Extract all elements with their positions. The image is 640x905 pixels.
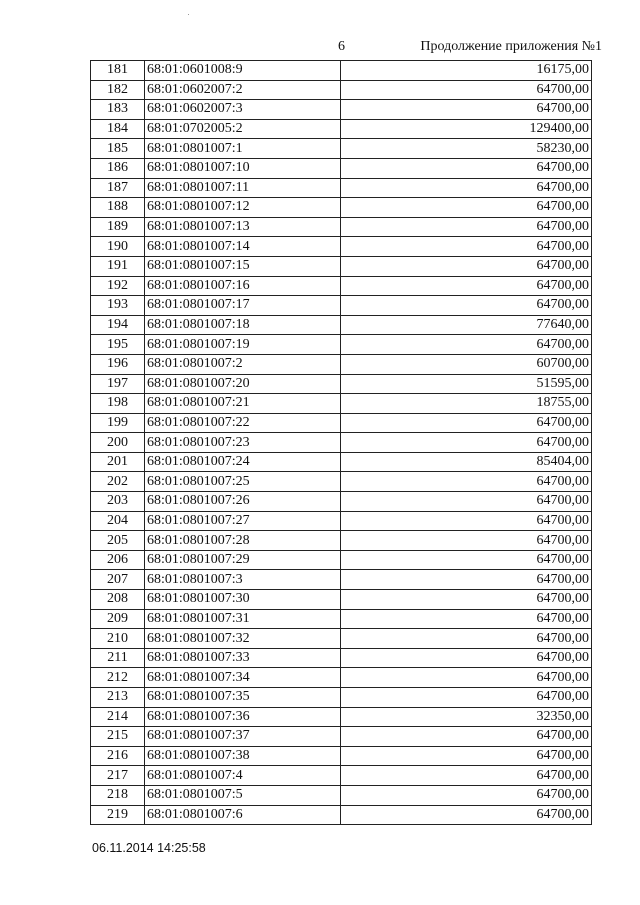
value-cell: 64700,00 — [341, 256, 592, 276]
table-row — [91, 296, 592, 316]
row-number-cell: 210 — [91, 629, 145, 649]
row-number-cell: 204 — [91, 511, 145, 531]
row-number-cell: 188 — [91, 198, 145, 218]
row-number-cell: 208 — [91, 590, 145, 610]
cadastral-number-cell: 68:01:0801007:1 — [145, 139, 341, 159]
value-cell: 64700,00 — [341, 158, 592, 178]
value-cell: 64700,00 — [341, 335, 592, 355]
value-cell: 64700,00 — [341, 237, 592, 257]
table-row — [91, 178, 592, 198]
print-timestamp: 06.11.2014 14:25:58 — [92, 841, 206, 855]
value-cell: 32350,00 — [341, 707, 592, 727]
table-row — [91, 335, 592, 355]
value-cell: 16175,00 — [341, 61, 592, 81]
row-number-cell: 195 — [91, 335, 145, 355]
cadastral-number-cell: 68:01:0801007:23 — [145, 433, 341, 453]
row-number-cell: 217 — [91, 766, 145, 786]
cadastral-number-cell: 68:01:0801007:37 — [145, 727, 341, 747]
value-cell: 64700,00 — [341, 629, 592, 649]
table-row — [91, 413, 592, 433]
value-cell: 64700,00 — [341, 100, 592, 120]
value-cell: 64700,00 — [341, 198, 592, 218]
table-row — [91, 217, 592, 237]
cadastral-number-cell: 68:01:0801007:32 — [145, 629, 341, 649]
row-number-cell: 182 — [91, 80, 145, 100]
value-cell: 85404,00 — [341, 452, 592, 472]
scan-speck — [188, 14, 189, 15]
row-number-cell: 211 — [91, 648, 145, 668]
value-cell: 64700,00 — [341, 433, 592, 453]
cadastral-number-cell: 68:01:0801007:22 — [145, 413, 341, 433]
table-row — [91, 785, 592, 805]
row-number-cell: 194 — [91, 315, 145, 335]
row-number-cell: 186 — [91, 158, 145, 178]
value-cell: 64700,00 — [341, 590, 592, 610]
cadastral-number-cell: 68:01:0801007:29 — [145, 550, 341, 570]
value-cell: 18755,00 — [341, 394, 592, 414]
value-cell: 64700,00 — [341, 609, 592, 629]
cadastral-number-cell: 68:01:0801007:25 — [145, 472, 341, 492]
table-row — [91, 315, 592, 335]
value-cell: 64700,00 — [341, 550, 592, 570]
table-row — [91, 492, 592, 512]
row-number-cell: 191 — [91, 256, 145, 276]
cadastral-number-cell: 68:01:0801007:21 — [145, 394, 341, 414]
table-row — [91, 80, 592, 100]
row-number-cell: 201 — [91, 452, 145, 472]
table-row — [91, 688, 592, 708]
cadastral-number-cell: 68:01:0801007:18 — [145, 315, 341, 335]
cadastral-number-cell: 68:01:0601008:9 — [145, 61, 341, 81]
table-row — [91, 570, 592, 590]
value-cell: 64700,00 — [341, 531, 592, 551]
cadastral-number-cell: 68:01:0801007:5 — [145, 785, 341, 805]
cadastral-number-cell: 68:01:0801007:28 — [145, 531, 341, 551]
table-row — [91, 766, 592, 786]
cadastral-number-cell: 68:01:0801007:3 — [145, 570, 341, 590]
row-number-cell: 199 — [91, 413, 145, 433]
value-cell: 64700,00 — [341, 766, 592, 786]
cadastral-number-cell: 68:01:0801007:26 — [145, 492, 341, 512]
cadastral-number-cell: 68:01:0801007:33 — [145, 648, 341, 668]
value-cell: 64700,00 — [341, 296, 592, 316]
cadastral-number-cell: 68:01:0801007:27 — [145, 511, 341, 531]
cadastral-number-cell: 68:01:0801007:14 — [145, 237, 341, 257]
row-number-cell: 215 — [91, 727, 145, 747]
table-row — [91, 256, 592, 276]
value-cell: 64700,00 — [341, 472, 592, 492]
page-number: 6 — [338, 39, 345, 54]
value-cell: 64700,00 — [341, 178, 592, 198]
row-number-cell: 200 — [91, 433, 145, 453]
value-cell: 64700,00 — [341, 80, 592, 100]
value-cell: 64700,00 — [341, 746, 592, 766]
value-cell: 64700,00 — [341, 492, 592, 512]
value-cell: 64700,00 — [341, 217, 592, 237]
row-number-cell: 193 — [91, 296, 145, 316]
table-row — [91, 374, 592, 394]
table-row — [91, 394, 592, 414]
row-number-cell: 212 — [91, 668, 145, 688]
row-number-cell: 187 — [91, 178, 145, 198]
row-number-cell: 192 — [91, 276, 145, 296]
row-number-cell: 189 — [91, 217, 145, 237]
cadastral-number-cell: 68:01:0801007:30 — [145, 590, 341, 610]
cadastral-number-cell: 68:01:0801007:20 — [145, 374, 341, 394]
row-number-cell: 190 — [91, 237, 145, 257]
value-cell: 64700,00 — [341, 413, 592, 433]
table-row — [91, 629, 592, 649]
row-number-cell: 216 — [91, 746, 145, 766]
row-number-cell: 206 — [91, 550, 145, 570]
value-cell: 58230,00 — [341, 139, 592, 159]
row-number-cell: 214 — [91, 707, 145, 727]
cadastral-number-cell: 68:01:0801007:17 — [145, 296, 341, 316]
row-number-cell: 202 — [91, 472, 145, 492]
table-row — [91, 727, 592, 747]
cadastral-number-cell: 68:01:0801007:12 — [145, 198, 341, 218]
value-cell: 64700,00 — [341, 805, 592, 825]
table-row — [91, 139, 592, 159]
table-row — [91, 531, 592, 551]
table-row — [91, 158, 592, 178]
value-cell: 64700,00 — [341, 648, 592, 668]
table-row — [91, 511, 592, 531]
row-number-cell: 219 — [91, 805, 145, 825]
table-row — [91, 354, 592, 374]
cadastral-number-cell: 68:01:0602007:3 — [145, 100, 341, 120]
table-row — [91, 550, 592, 570]
cadastral-number-cell: 68:01:0801007:2 — [145, 354, 341, 374]
cadastral-number-cell: 68:01:0801007:31 — [145, 609, 341, 629]
value-cell: 64700,00 — [341, 570, 592, 590]
value-cell: 77640,00 — [341, 315, 592, 335]
table-row — [91, 452, 592, 472]
cadastral-number-cell: 68:01:0702005:2 — [145, 119, 341, 139]
table-row — [91, 276, 592, 296]
table-row — [91, 61, 592, 81]
value-cell: 64700,00 — [341, 727, 592, 747]
cadastral-number-cell: 68:01:0801007:19 — [145, 335, 341, 355]
table-row — [91, 746, 592, 766]
row-number-cell: 218 — [91, 785, 145, 805]
value-cell: 64700,00 — [341, 668, 592, 688]
row-number-cell: 209 — [91, 609, 145, 629]
value-cell: 64700,00 — [341, 511, 592, 531]
cadastral-number-cell: 68:01:0801007:10 — [145, 158, 341, 178]
cadastral-number-cell: 68:01:0801007:15 — [145, 256, 341, 276]
cadastral-number-cell: 68:01:0602007:2 — [145, 80, 341, 100]
table-row — [91, 590, 592, 610]
cadastral-number-cell: 68:01:0801007:13 — [145, 217, 341, 237]
table-row — [91, 198, 592, 218]
table-row — [91, 119, 592, 139]
row-number-cell: 197 — [91, 374, 145, 394]
cadastral-number-cell: 68:01:0801007:11 — [145, 178, 341, 198]
table-row — [91, 472, 592, 492]
row-number-cell: 185 — [91, 139, 145, 159]
value-cell: 64700,00 — [341, 276, 592, 296]
cadastral-number-cell: 68:01:0801007:6 — [145, 805, 341, 825]
cadastral-number-cell: 68:01:0801007:16 — [145, 276, 341, 296]
row-number-cell: 183 — [91, 100, 145, 120]
cadastral-table — [90, 60, 592, 825]
table-row — [91, 237, 592, 257]
table-row — [91, 707, 592, 727]
table-row — [91, 668, 592, 688]
table-row — [91, 433, 592, 453]
row-number-cell: 203 — [91, 492, 145, 512]
table-body — [91, 61, 592, 825]
continuation-header: Продолжение приложения №1 — [420, 39, 602, 54]
cadastral-number-cell: 68:01:0801007:24 — [145, 452, 341, 472]
table-row — [91, 609, 592, 629]
value-cell: 64700,00 — [341, 688, 592, 708]
cadastral-number-cell: 68:01:0801007:4 — [145, 766, 341, 786]
table-row — [91, 648, 592, 668]
row-number-cell: 198 — [91, 394, 145, 414]
row-number-cell: 196 — [91, 354, 145, 374]
row-number-cell: 181 — [91, 61, 145, 81]
cadastral-number-cell: 68:01:0801007:35 — [145, 688, 341, 708]
row-number-cell: 184 — [91, 119, 145, 139]
table-row — [91, 805, 592, 825]
value-cell: 60700,00 — [341, 354, 592, 374]
table-row — [91, 100, 592, 120]
value-cell: 51595,00 — [341, 374, 592, 394]
value-cell: 129400,00 — [341, 119, 592, 139]
value-cell: 64700,00 — [341, 785, 592, 805]
row-number-cell: 205 — [91, 531, 145, 551]
cadastral-number-cell: 68:01:0801007:34 — [145, 668, 341, 688]
row-number-cell: 207 — [91, 570, 145, 590]
cadastral-number-cell: 68:01:0801007:38 — [145, 746, 341, 766]
cadastral-number-cell: 68:01:0801007:36 — [145, 707, 341, 727]
row-number-cell: 213 — [91, 688, 145, 708]
